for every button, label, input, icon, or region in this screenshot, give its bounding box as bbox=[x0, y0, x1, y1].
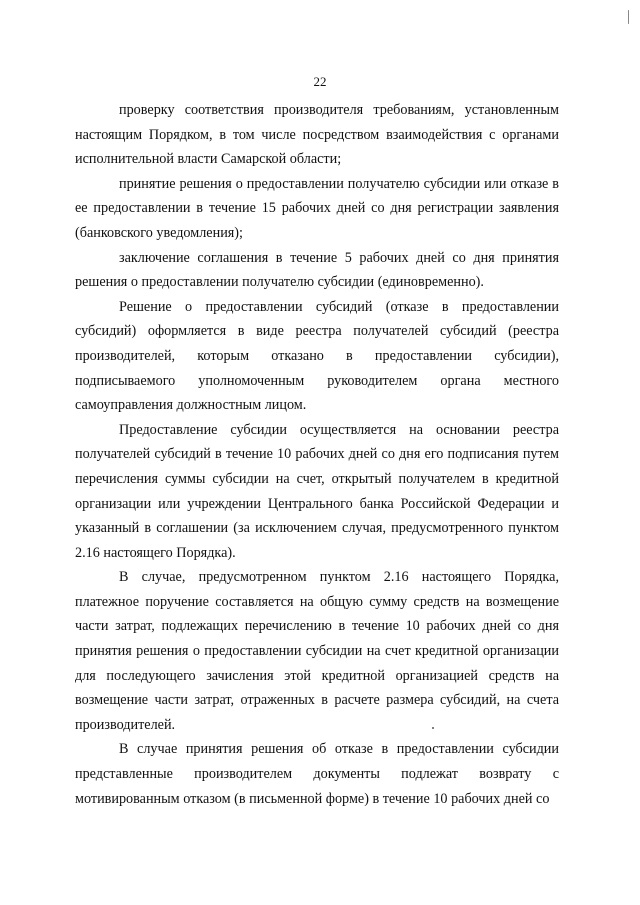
scan-edge-mark bbox=[628, 10, 629, 24]
paragraph-provision: Предоставление субсидии осуществляется на основании реестра получателей субсидий в течение 10 рабочих дней со дня его подписания путем перечисления суммы субсидии на счет, открытый получателем в кредитной организации или учреждении Центрального банка Российской Федерации и указанный в соглашении (за исключением случая, предусмотренного пунктом 2.16 настоящего Порядка). bbox=[75, 421, 559, 561]
scan-speck bbox=[432, 727, 434, 729]
paragraph-registry: Решение о предоставлении субсидий (отказе в предоставлении субсидий) оформляется в виде реестра получателей субсидий (реестра производителей, которым отказано в предоставлении субсидии), подписываемого уполномоченным руководителем органа местного самоуправления должностным лицом. bbox=[75, 298, 559, 414]
paragraph-agreement: заключение соглашения в течение 5 рабочих дней со дня принятия решения о предоставлении получателю субсидии (единовременно). bbox=[75, 249, 559, 291]
document-body bbox=[75, 98, 559, 811]
paragraph-refusal: В случае принятия решения об отказе в предоставлении субсидии представленные производителем документы подлежат возврату с мотивированным отказом (в письменной форме) в течение 10 рабочих дней со bbox=[75, 741, 559, 807]
page-number: 22 bbox=[313, 74, 327, 89]
paragraph-decision: принятие решения о предоставлении получателю субсидии или отказе в ее предоставлении в течение 15 рабочих дней со дня регистрации заявления (банковского уведомления); bbox=[75, 175, 559, 241]
paragraph-payment-order: В случае, предусмотренном пунктом 2.16 настоящего Порядка, платежное поручение составляется на общую сумму средств на возмещение части затрат, подлежащих перечислению в течение 10 рабочих дней со дня принятия решения о предоставлении субсидии на счет кредитной организации для последующего зачисления этой кредитной организацией средств на возмещение части затрат, отраженных в расчете размера субсидий, на счета производителей. bbox=[75, 569, 559, 733]
paragraph-verification: проверку соответствия производителя требованиям, установленным настоящим Порядком, в том числе посредством взаимодействия с органами исполнительной власти Самарской области; bbox=[75, 102, 559, 168]
